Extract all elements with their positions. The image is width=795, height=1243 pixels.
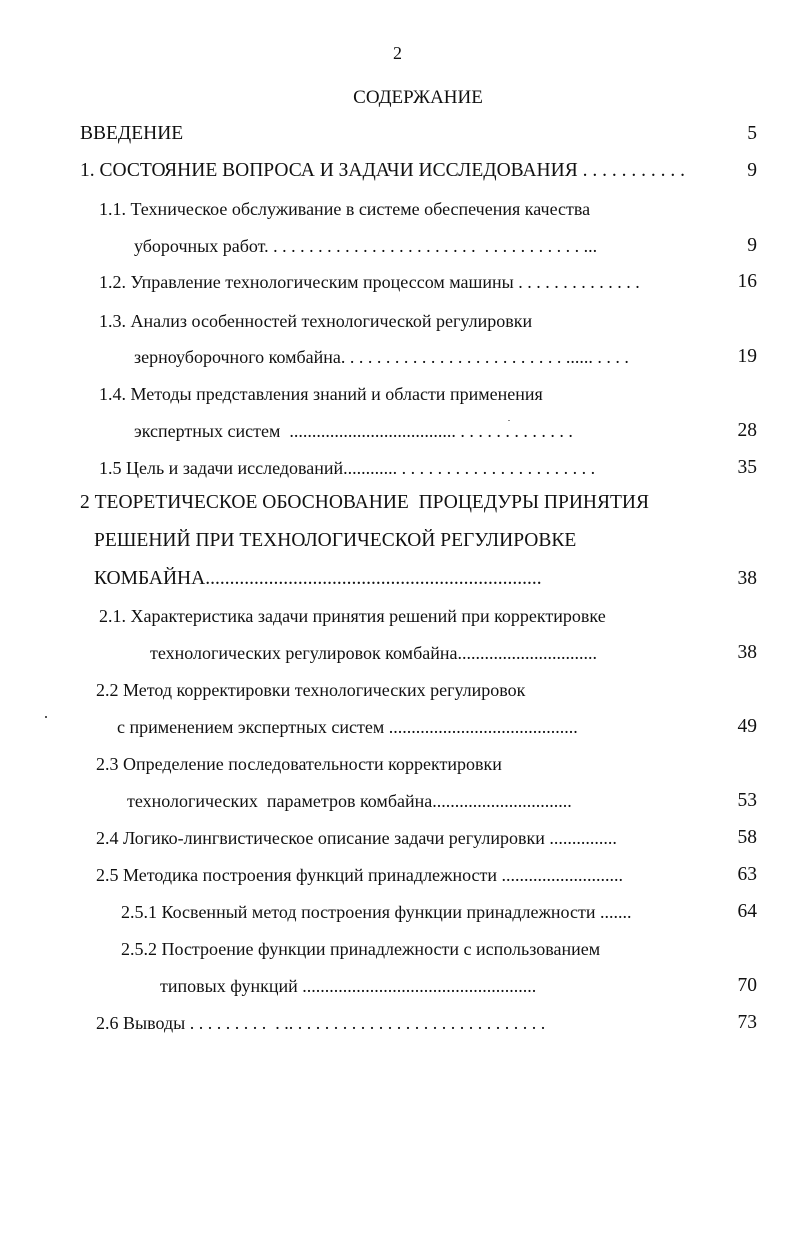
toc-entry-2-3-line2[interactable]: технологических параметров комбайна............................... <box>127 791 572 811</box>
toc-entry-ch2-line2[interactable]: РЕШЕНИЙ ПРИ ТЕХНОЛОГИЧЕСКОЙ РЕГУЛИРОВКЕ <box>94 530 577 551</box>
toc-entry-intro-text[interactable]: ВВЕДЕНИЕ <box>80 123 184 144</box>
toc-entry-2-5-2-page: 70 <box>737 975 757 996</box>
toc-entry-ch2-line1[interactable]: 2 ТЕОРЕТИЧЕСКОЕ ОБОСНОВАНИЕ ПРОЦЕДУРЫ ПРИНЯТИЯ <box>80 492 649 513</box>
toc-entry-1-3-line2[interactable]: зерноуборочного комбайна. . . . . . . . . . . . . . . . . . . . . . . . . ...... . . . . <box>134 347 629 367</box>
toc-entry-1-1-line1[interactable]: 1.1. Техническое обслуживание в системе обеспечения качества <box>99 199 591 219</box>
toc-entry-2-5-text[interactable]: 2.5 Методика построения функций принадлежности ........................... <box>96 865 624 885</box>
toc-entry-2-2-page: 49 <box>737 716 757 737</box>
toc-entry-1-2-page: 16 <box>737 271 757 292</box>
toc-entry-2-5-2-line2[interactable]: типовых функций .................................................... <box>160 976 537 996</box>
toc-entry-2-6-text[interactable]: 2.6 Выводы . . . . . . . . . . .. . . . . . . . . . . . . . . . . . . . . . . . . . . . . <box>96 1013 546 1033</box>
toc-entry-ch1-text[interactable]: 1. СОСТОЯНИЕ ВОПРОСА И ЗАДАЧИ ИССЛЕДОВАНИЯ . . . . . . . . . . . <box>80 160 685 181</box>
toc-entry-2-1-line2[interactable]: технологических регулировок комбайна............................... <box>150 643 597 663</box>
toc-entry-2-3-page: 53 <box>737 790 757 811</box>
page-number: 2 <box>393 43 402 63</box>
toc-entry-1-4-line2[interactable]: экспертных систем ..................................... . . . . . . . . . . . . . <box>134 421 573 441</box>
toc-entry-ch1-page: 9 <box>747 160 757 181</box>
toc-entry-ch2-line3[interactable]: КОМБАЙНА..................................................................... <box>94 568 542 589</box>
toc-entry-2-4-page: 58 <box>737 827 757 848</box>
scan-speck <box>45 716 47 718</box>
toc-title: СОДЕРЖАНИЕ <box>353 87 483 108</box>
toc-entry-1-4-line1[interactable]: 1.4. Методы представления знаний и области применения <box>99 384 543 404</box>
toc-entry-1-5-text[interactable]: 1.5 Цель и задачи исследований............ . . . . . . . . . . . . . . . . . . . . . . <box>99 458 596 478</box>
toc-entry-2-5-1-text[interactable]: 2.5.1 Косвенный метод построения функции принадлежности ....... <box>121 902 632 922</box>
toc-entry-2-5-1-page: 64 <box>737 901 757 922</box>
toc-entry-1-1-line2[interactable]: уборочных работ. . . . . . . . . . . . . . . . . . . . . . . . . . . . . . . . . . . ... <box>134 236 598 256</box>
scan-speck <box>508 420 510 421</box>
toc-entry-1-5-page: 35 <box>737 457 757 478</box>
toc-entry-2-5-2-line1[interactable]: 2.5.2 Построение функции принадлежности с использованием <box>121 939 601 959</box>
toc-entry-intro-page: 5 <box>747 123 757 144</box>
toc-entry-1-3-page: 19 <box>737 346 757 367</box>
toc-entry-2-4-text[interactable]: 2.4 Логико-лингвистическое описание задачи регулировки ............... <box>96 828 617 848</box>
toc-entry-2-6-page: 73 <box>737 1012 757 1033</box>
toc-entry-1-2-text[interactable]: 1.2. Управление технологическим процессом машины . . . . . . . . . . . . . . <box>99 272 640 292</box>
toc-entry-2-5-page: 63 <box>737 864 757 885</box>
toc-entry-ch2-page: 38 <box>737 568 757 589</box>
toc-entry-2-2-line1[interactable]: 2.2 Метод корректировки технологических регулировок <box>96 680 526 700</box>
toc-entry-2-2-line2[interactable]: с применением экспертных систем .......................................... <box>117 717 578 737</box>
toc-entry-1-3-line1[interactable]: 1.3. Анализ особенностей технологической регулировки <box>99 311 533 331</box>
toc-entry-1-1-page: 9 <box>747 235 757 256</box>
toc-entry-2-1-line1[interactable]: 2.1. Характеристика задачи принятия решений при корректировке <box>99 606 606 626</box>
toc-entry-1-4-page: 28 <box>737 420 757 441</box>
toc-entry-2-1-page: 38 <box>737 642 757 663</box>
toc-entry-2-3-line1[interactable]: 2.3 Определение последовательности корректировки <box>96 754 502 774</box>
